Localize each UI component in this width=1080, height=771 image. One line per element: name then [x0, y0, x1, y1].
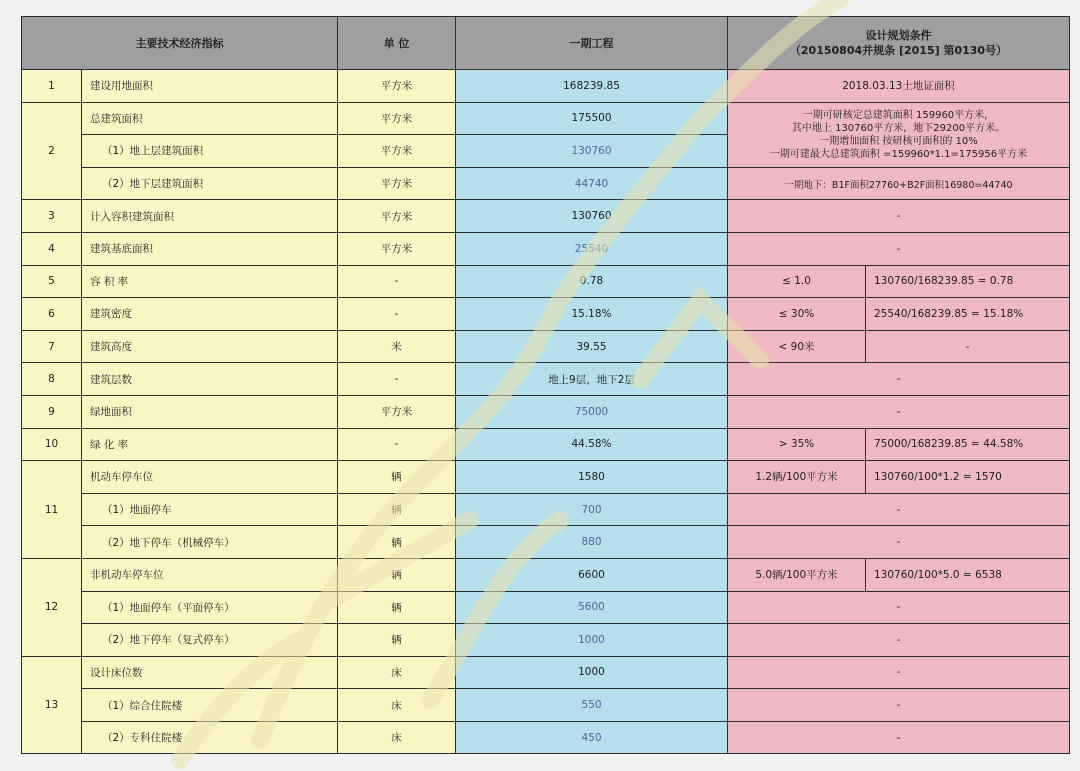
- row-plan: -: [728, 232, 1070, 265]
- table-row: [22, 395, 1070, 428]
- table-row: [22, 70, 1070, 103]
- table-row: [22, 167, 1070, 200]
- row-no: 6: [22, 298, 82, 331]
- row-plan: 一期地下：B1F面积27760+B2F面积16980=44740: [728, 167, 1070, 200]
- table-row: [22, 428, 1070, 461]
- row-no: 2: [22, 102, 82, 200]
- row-plan-calc: 75000/168239.85 = 44.58%: [866, 428, 1070, 461]
- row-unit: 辆: [338, 624, 456, 657]
- table-row: [22, 461, 1070, 494]
- row-value: 700: [456, 493, 728, 526]
- row-unit: 平方米: [338, 70, 456, 103]
- row-unit: 平方米: [338, 167, 456, 200]
- row-name: 建筑高度: [82, 330, 338, 363]
- row-no: 3: [22, 200, 82, 233]
- row-name: 建筑基底面积: [82, 232, 338, 265]
- row-value: 550: [456, 689, 728, 722]
- table-row: [22, 558, 1070, 591]
- row-unit: 床: [338, 721, 456, 754]
- row-value: 75000: [456, 395, 728, 428]
- row-plan: -: [728, 363, 1070, 396]
- table-row: [22, 298, 1070, 331]
- table-row: [22, 591, 1070, 624]
- header-index: 主要技术经济指标: [22, 17, 338, 70]
- row-name: （1）地面停车（平面停车）: [82, 591, 338, 624]
- row-unit: 平方米: [338, 232, 456, 265]
- row-unit: 床: [338, 689, 456, 722]
- row-no: 4: [22, 232, 82, 265]
- plan-line: 一期可研核定总建筑面积 159960平方米，: [802, 109, 995, 121]
- row-value: 地上9层，地下2层: [456, 363, 728, 396]
- row-value: 1000: [456, 656, 728, 689]
- row-name: （2）地下停车（机械停车）: [82, 526, 338, 559]
- indicator-sheet: [21, 16, 1069, 753]
- table-row: [22, 624, 1070, 657]
- row-value: 5600: [456, 591, 728, 624]
- row-value: 130760: [456, 200, 728, 233]
- table-row: [22, 330, 1070, 363]
- row-unit: 辆: [338, 493, 456, 526]
- row-no: 1: [22, 70, 82, 103]
- plan-line: 一期增加面积 按研核可面积的 10%: [819, 135, 978, 147]
- row-no: 9: [22, 395, 82, 428]
- table-row: [22, 493, 1070, 526]
- row-plan: -: [728, 526, 1070, 559]
- row-unit: -: [338, 298, 456, 331]
- plan-line: 其中地上 130760平方米，地下29200平方米。: [791, 122, 1006, 134]
- row-name: 绿 化 率: [82, 428, 338, 461]
- table-row: [22, 232, 1070, 265]
- table-row: [22, 200, 1070, 233]
- row-value: 44740: [456, 167, 728, 200]
- row-value: 6600: [456, 558, 728, 591]
- row-name: 建设用地面积: [82, 70, 338, 103]
- row-plan: -: [728, 493, 1070, 526]
- row-unit: 辆: [338, 461, 456, 494]
- row-plan-multiline: [728, 102, 1070, 167]
- header-plan-title: 设计规划条件: [865, 29, 932, 42]
- row-name: （2）地下层建筑面积: [82, 167, 338, 200]
- row-no: 11: [22, 461, 82, 559]
- row-name: 机动车停车位: [82, 461, 338, 494]
- row-plan: -: [728, 624, 1070, 657]
- row-name: （2）专科住院楼: [82, 721, 338, 754]
- row-unit: 辆: [338, 526, 456, 559]
- row-plan-calc: 130760/100*1.2 = 1570: [866, 461, 1070, 494]
- row-unit: 米: [338, 330, 456, 363]
- row-value: 175500: [456, 102, 728, 135]
- row-no: 10: [22, 428, 82, 461]
- row-name: 绿地面积: [82, 395, 338, 428]
- row-name: 计入容积建筑面积: [82, 200, 338, 233]
- row-name: 设计床位数: [82, 656, 338, 689]
- row-unit: 辆: [338, 558, 456, 591]
- table-row: [22, 689, 1070, 722]
- header-plan-doc: （20150804并规条 [2015] 第0130号）: [789, 44, 1008, 57]
- header-plan: [728, 17, 1070, 70]
- row-no: 13: [22, 656, 82, 754]
- row-unit: -: [338, 265, 456, 298]
- row-value: 1580: [456, 461, 728, 494]
- row-plan: -: [728, 689, 1070, 722]
- row-unit: 平方米: [338, 395, 456, 428]
- row-name: （1）综合住院楼: [82, 689, 338, 722]
- row-plan-calc: 130760/100*5.0 = 6538: [866, 558, 1070, 591]
- row-value: 450: [456, 721, 728, 754]
- row-plan-limit: < 90米: [728, 330, 866, 363]
- indicator-table: [21, 16, 1070, 754]
- row-name: （1）地上层建筑面积: [82, 135, 338, 168]
- row-unit: 平方米: [338, 102, 456, 135]
- row-no: 5: [22, 265, 82, 298]
- row-plan-calc: 130760/168239.85 = 0.78: [866, 265, 1070, 298]
- row-value: 130760: [456, 135, 728, 168]
- table-row: [22, 265, 1070, 298]
- row-plan: 2018.03.13土地证面积: [728, 70, 1070, 103]
- row-plan-limit: 1.2辆/100平方米: [728, 461, 866, 494]
- row-value: 25540: [456, 232, 728, 265]
- table-row: [22, 363, 1070, 396]
- row-unit: -: [338, 428, 456, 461]
- row-value: 1000: [456, 624, 728, 657]
- row-value: 880: [456, 526, 728, 559]
- table-row: [22, 102, 1070, 135]
- table-row: [22, 656, 1070, 689]
- row-name: 总建筑面积: [82, 102, 338, 135]
- row-name: 建筑层数: [82, 363, 338, 396]
- header-unit: 单 位: [338, 17, 456, 70]
- row-plan-limit: ≤ 1.0: [728, 265, 866, 298]
- row-plan: -: [728, 200, 1070, 233]
- row-plan-calc: 25540/168239.85 = 15.18%: [866, 298, 1070, 331]
- header-phase1: 一期工程: [456, 17, 728, 70]
- row-plan-limit: ≤ 30%: [728, 298, 866, 331]
- row-unit: 床: [338, 656, 456, 689]
- row-name: 非机动车停车位: [82, 558, 338, 591]
- row-name: （2）地下停车（复式停车）: [82, 624, 338, 657]
- row-plan: -: [728, 395, 1070, 428]
- row-unit: -: [338, 363, 456, 396]
- row-plan: -: [728, 656, 1070, 689]
- row-plan: -: [728, 721, 1070, 754]
- row-name: （1）地面停车: [82, 493, 338, 526]
- row-plan-limit: 5.0辆/100平方米: [728, 558, 866, 591]
- table-row: [22, 526, 1070, 559]
- row-no: 8: [22, 363, 82, 396]
- row-unit: 平方米: [338, 135, 456, 168]
- row-name: 容 积 率: [82, 265, 338, 298]
- plan-line: 一期可建最大总建筑面积 =159960*1.1=175956平方米: [769, 148, 1028, 160]
- table-row: [22, 721, 1070, 754]
- row-no: 7: [22, 330, 82, 363]
- row-plan: -: [728, 591, 1070, 624]
- row-value: 15.18%: [456, 298, 728, 331]
- row-value: 168239.85: [456, 70, 728, 103]
- row-plan-calc: -: [866, 330, 1070, 363]
- row-no: 12: [22, 558, 82, 656]
- row-value: 39.55: [456, 330, 728, 363]
- row-unit: 平方米: [338, 200, 456, 233]
- row-value: 0.78: [456, 265, 728, 298]
- row-name: 建筑密度: [82, 298, 338, 331]
- row-plan-limit: > 35%: [728, 428, 866, 461]
- row-value: 44.58%: [456, 428, 728, 461]
- header-row: [22, 17, 1070, 70]
- row-unit: 辆: [338, 591, 456, 624]
